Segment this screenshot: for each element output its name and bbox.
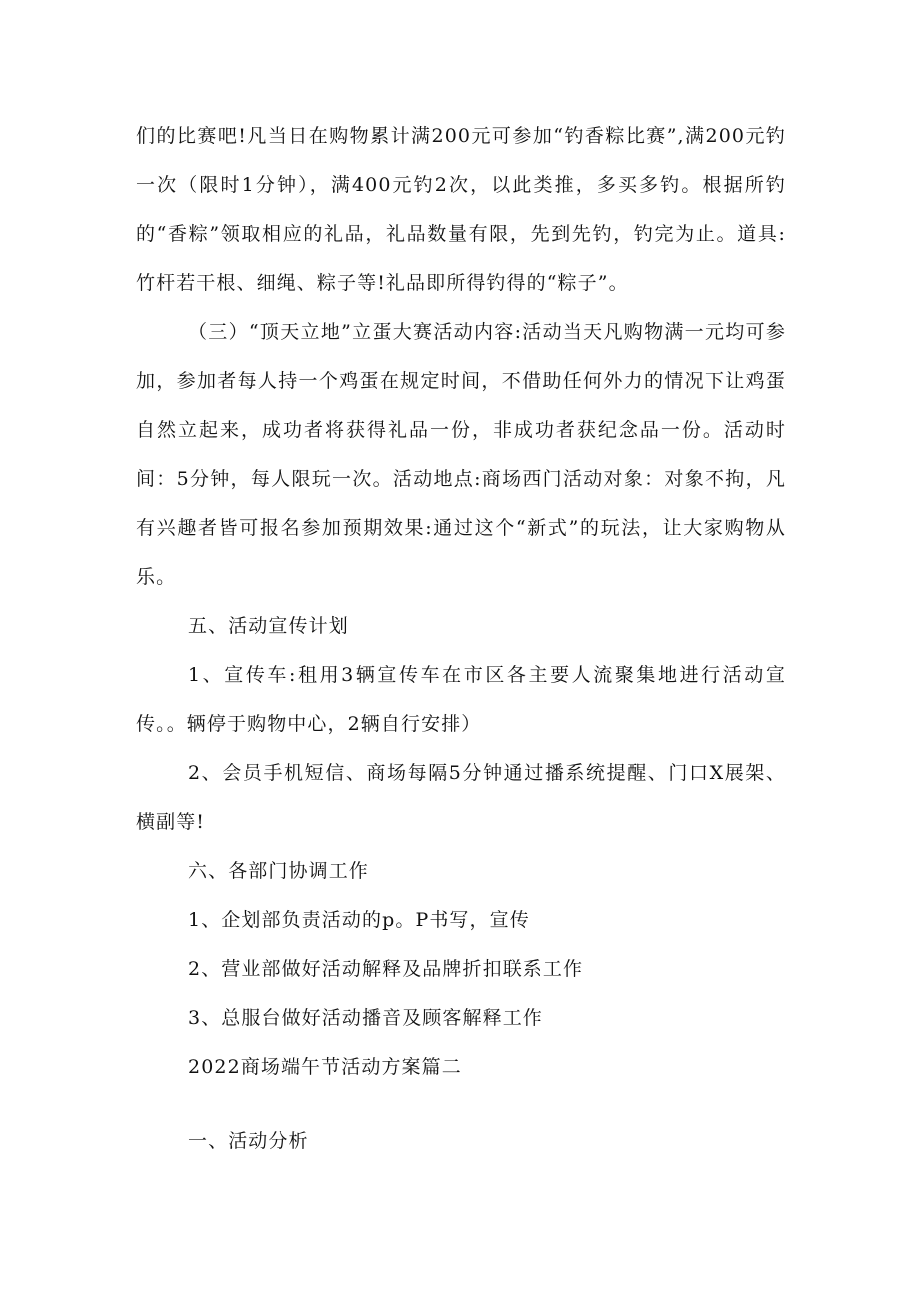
list-item-planning-department: 1、企划部负责活动的p。P书写，宣传 xyxy=(188,909,530,931)
section-heading-department-coordination: 六、各部门协调工作 xyxy=(188,860,369,882)
document-section-title: 2022商场端午节活动方案篇二 xyxy=(188,1056,462,1078)
paragraph-promotion-vehicle: 1、宣传车:租用3辆宣传车在市区各主要人流聚集地进行活动宣传。。辆停于购物中心，2辆自行安排） xyxy=(136,664,786,735)
paragraph-promotion-sms: 2、会员手机短信、商场每隔5分钟通过播系统提醒、门口X展架、横副等! xyxy=(136,762,786,833)
document-body xyxy=(136,112,786,1166)
list-item-service-desk: 3、总服台做好活动播音及顾客解释工作 xyxy=(188,1007,543,1029)
paragraph-egg-contest: （三）“顶天立地”立蛋大赛活动内容:活动当天凡购物满一元均可参加，参加者每人持一个鸡蛋在规定时间，不借助任何外力的情况下让鸡蛋自然立起来，成功者将获得礼品一份，非成功者获纪念品一份。活动时间：5分钟，每人限玩一次。活动地点:商场西门活动对象：对象不拘，凡有兴趣者皆可报名参加预期效果:通过这个“新式”的玩法，让大家购物从乐。 xyxy=(136,321,786,588)
section-heading-activity-analysis: 一、活动分析 xyxy=(188,1130,309,1152)
paragraph-fishing-contest: 们的比赛吧!凡当日在购物累计满200元可参加“钓香粽比赛”,满200元钓一次（限时1分钟），满400元钓2次，以此类推，多买多钓。根据所钓的“香粽”领取相应的礼品，礼品数量有限，先到先钓，钓完为止。道具:竹杆若干根、细绳、粽子等!礼品即所得钓得的“粽子”。 xyxy=(136,125,786,294)
list-item-business-department: 2、营业部做好活动解释及品牌折扣联系工作 xyxy=(188,958,584,980)
section-heading-promotion-plan: 五、活动宣传计划 xyxy=(188,615,349,637)
